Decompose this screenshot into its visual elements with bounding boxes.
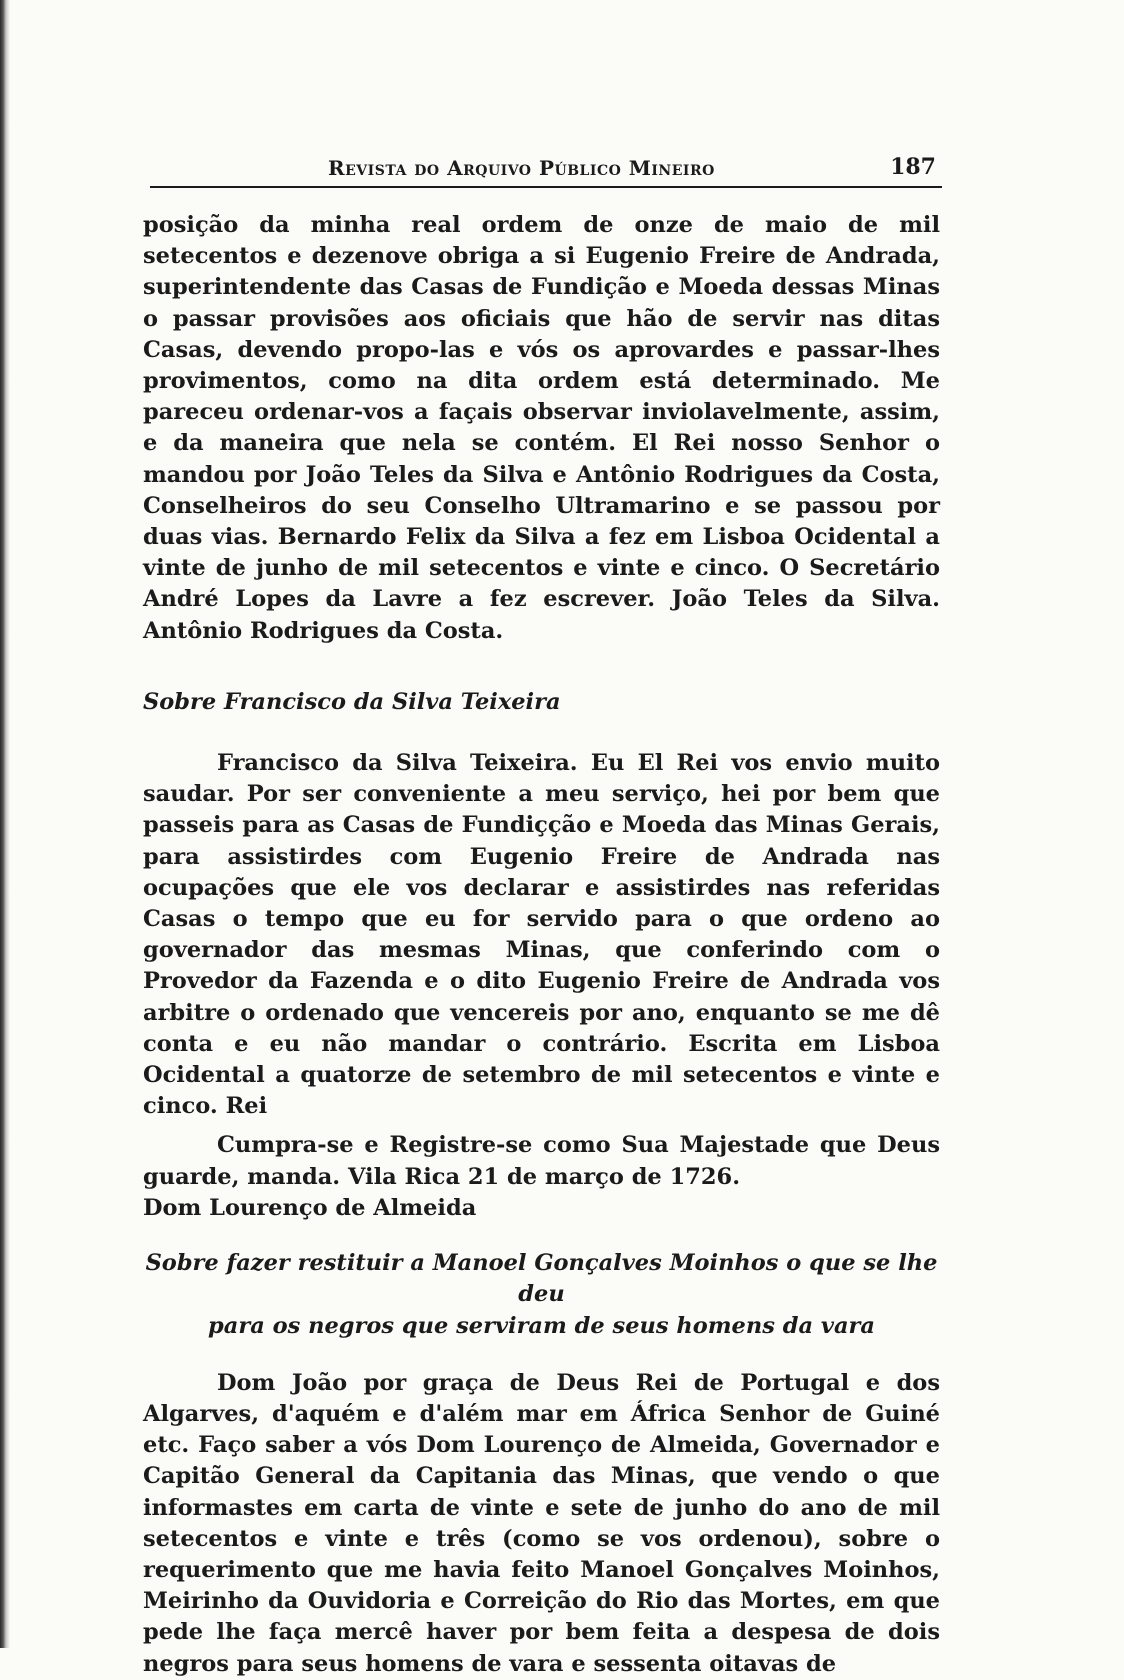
- page-number: 187: [890, 154, 936, 180]
- paragraph-2: Francisco da Silva Teixeira. Eu El Rei vos envio muito saudar. Por ser conveniente a meu serviço, hei por bem que passeis para as Casas de Fundiçção e Moeda das Minas Gerais, para assistirdes com Eugenio Freire de Andrada nas ocupações que ele vos declarar e assistirdes nas referidas Casas o tempo que eu for servido para o que ordeno ao governador das mesmas Minas, que conferindo com o Provedor da Fazenda e o dito Eugenio Freire de Andrada vos arbitre o ordenado que vencereis por ano, enquanto se me dê conta e eu não mandar o contrário. Escrita em Lisboa Ocidental a quatorze de setembro de mil setecentos e vinte e cinco. Rei: [143, 750, 940, 1120]
- section-heading-2: [143, 1248, 940, 1342]
- page-edge-shadow: [0, 0, 10, 1648]
- paragraph-4: Dom João por graça de Deus Rei de Portugal e dos Algarves, d'aquém e d'além mar em África Senhor de Guiné etc. Faço saber a vós Dom Lourenço de Almeida, Governador e Capitão General da Capitania das Minas, que vendo o que informastes em carta de vinte e sete de junho do ano de mil setecentos e vinte e três (como se vos ordenou), sobre o requerimento que me havia feito Manoel Gonçalves Moinhos, Meirinho da Ouvidoria e Correição do Rio das Mortes, em que pede lhe faça mercê haver por bem feita a despesa de dois negros para seus homens de vara e sessenta oitavas de: [143, 1369, 940, 1677]
- section-heading-1: Sobre Francisco da Silva Teixeira: [143, 688, 561, 715]
- page-header: [150, 150, 942, 188]
- section-heading-2-line-1: Sobre fazer restituir a Manoel Gonçalves Moinhos o que se lhe deu: [145, 1250, 938, 1308]
- running-title: Revista do Arquivo Público Mineiro: [328, 156, 715, 180]
- section-heading-2-line-2: para os negros que serviram de seus homens da vara: [208, 1312, 875, 1339]
- paragraph-3: Cumpra-se e Registre-se como Sua Majestade que Deus guarde, manda. Vila Rica 21 de março de 1726.: [143, 1132, 940, 1190]
- signature: Dom Lourenço de Almeida: [143, 1194, 477, 1221]
- paragraph-1: posição da minha real ordem de onze de maio de mil setecentos e dezenove obriga a si Eugenio Freire de Andrada, superintendente das Casas de Fundição e Moeda dessas Minas o passar provisões aos oficiais que hão de servir nas ditas Casas, devendo propo-las e vós os aprovardes e passar-lhes provimentos, como na dita ordem está determinado. Me pareceu ordenar-vos a façais observar inviolavelmente, assim, e da maneira que nela se contém. El Rei nosso Senhor o mandou por João Teles da Silva e Antônio Rodrigues da Costa, Conselheiros do seu Conselho Ultramarino e se passou por duas vias. Bernardo Felix da Silva a fez em Lisboa Ocidental a vinte de junho de mil setecentos e vinte e cinco. O Secretário André Lopes da Lavre a fez escrever. João Teles da Silva. Antônio Rodrigues da Costa.: [143, 212, 940, 644]
- page-body: [143, 210, 940, 1680]
